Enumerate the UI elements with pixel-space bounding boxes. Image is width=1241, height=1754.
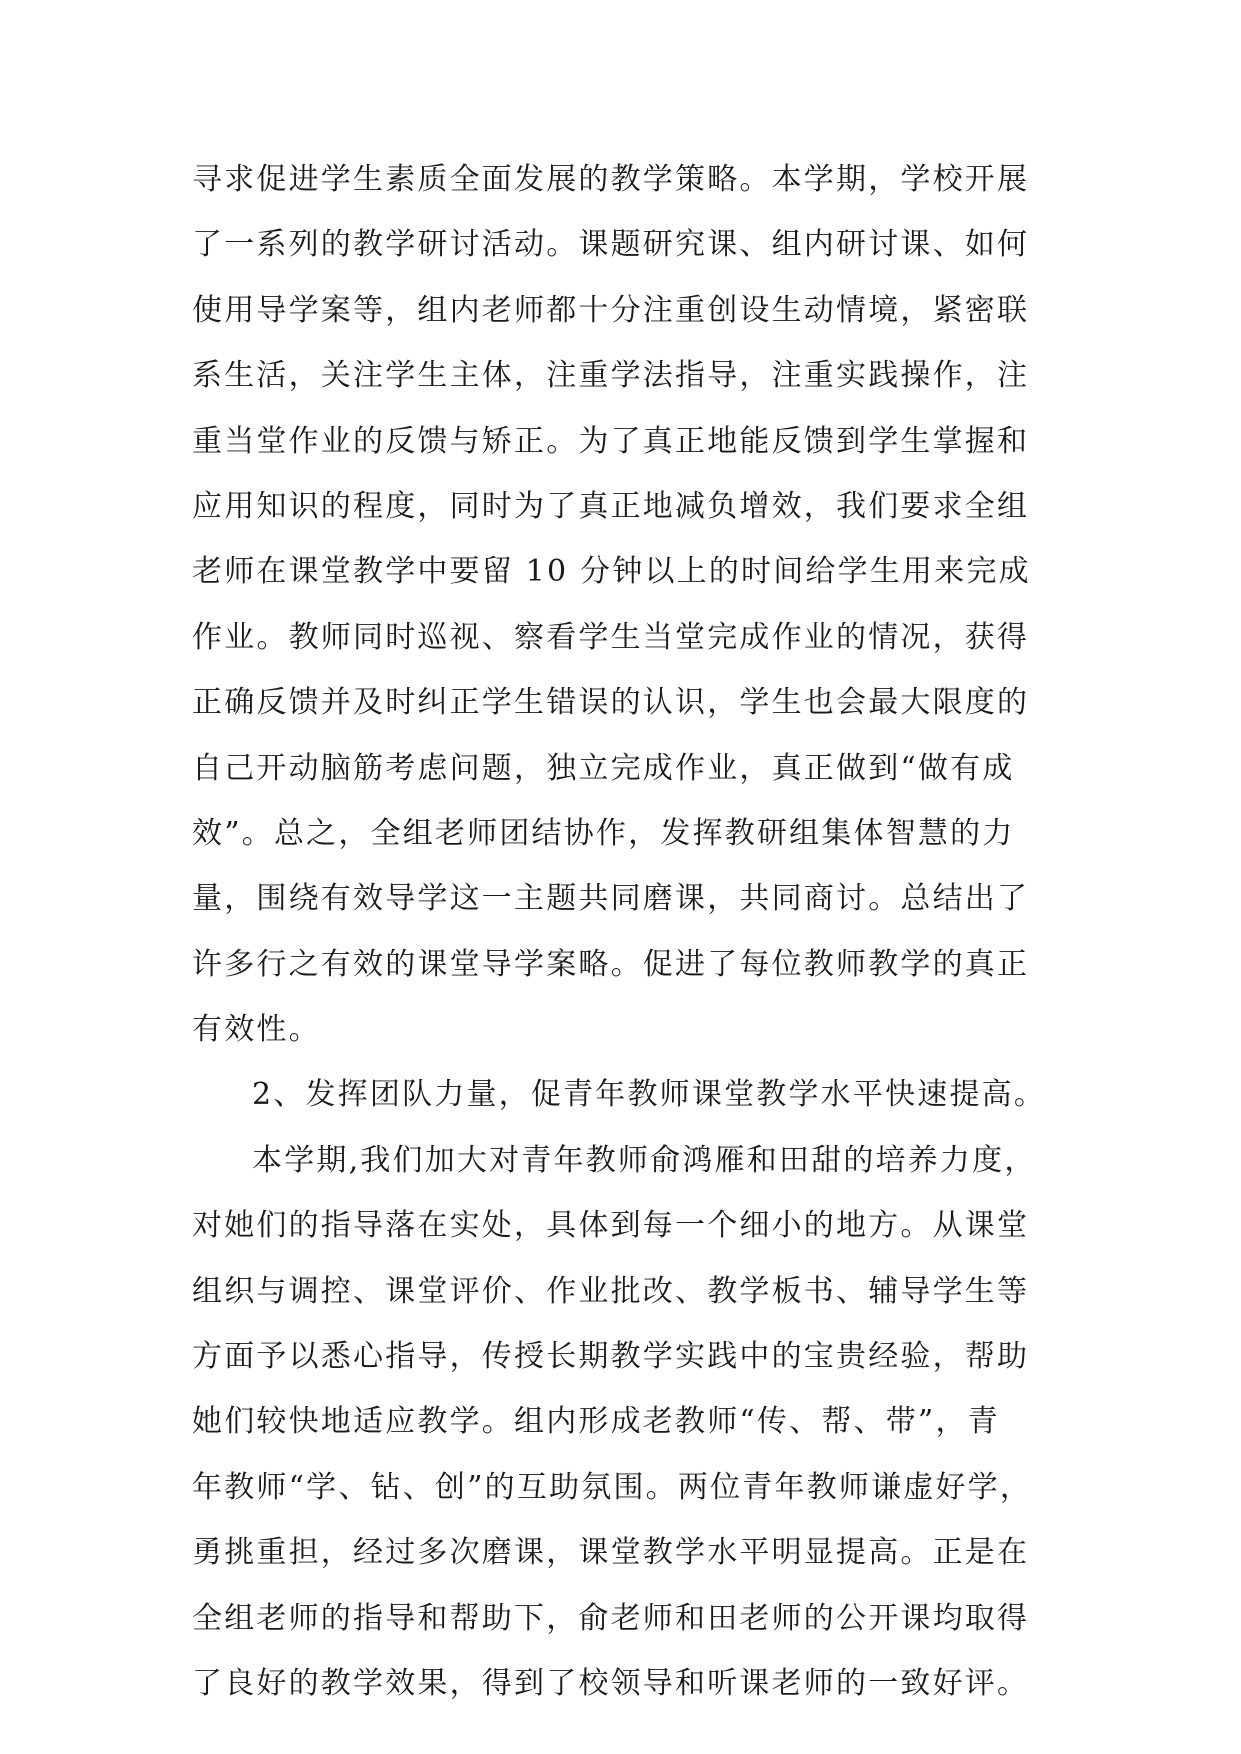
text-line: 了良好的教学效果，得到了校领导和听课老师的一致好评。 <box>192 1665 1030 1701</box>
text-line: 年教师“学、钻、创”的互助氛围。两位青年教师谦虚好学， <box>192 1469 1033 1505</box>
text-line: 正确反馈并及时纠正学生错误的认识，学生也会最大限度的 <box>192 685 1030 721</box>
text-line: 寻求促进学生素质全面发展的教学策略。本学期，学校开展 <box>192 162 1030 197</box>
text-line: 应用知识的程度，同时为了真正地减负增效，我们要求全组 <box>192 488 1030 524</box>
text-line: 作业。教师同时巡视、察看学生当堂完成作业的情况，获得 <box>192 619 1030 655</box>
paragraph-first-line: 本学期,我们加大对青年教师俞鸿雁和田甜的培养力度， <box>252 1142 1037 1178</box>
text-line: 量，围绕有效导学这一主题共同磨课，共同商讨。总结出了 <box>192 881 1030 917</box>
section-heading: 2、发挥团队力量，促青年教师课堂教学水平快速提高。 <box>252 1077 1047 1113</box>
text-line: 效”。总之，全组老师团结协作，发挥教研组集体智慧的力 <box>192 815 1015 851</box>
text-line: 许多行之有效的课堂导学案略。促进了每位教师教学的真正 <box>192 946 1030 982</box>
body-text <box>192 147 1072 1716</box>
text-line: 有效性。 <box>192 1012 321 1048</box>
text-line: 重当堂作业的反馈与矫正。为了真正地能反馈到学生掌握和 <box>192 423 1030 459</box>
text-line: 使用导学案等，组内老师都十分注重创设生动情境，紧密联 <box>192 292 1030 328</box>
text-line: 组织与调控、课堂评价、作业批改、教学板书、辅导学生等 <box>192 1273 1030 1309</box>
text-line: 自己开动脑筋考虑问题，独立完成作业，真正做到“做有成 <box>192 750 1015 786</box>
text-line: 她们较快地适应教学。组内形成老教师“传、帮、带”，青 <box>192 1404 1000 1440</box>
text-line: 全组老师的指导和帮助下，俞老师和田老师的公开课均取得 <box>192 1600 1030 1636</box>
text-line: 老师在课堂教学中要留 10 分钟以上的时间给学生用来完成 <box>192 554 1031 590</box>
text-line: 对她们的指导落在实处，具体到每一个细小的地方。从课堂 <box>192 1208 1030 1244</box>
text-line: 系生活，关注学生主体，注重学法指导，注重实践操作，注 <box>192 358 1030 394</box>
text-line: 勇挑重担，经过多次磨课，课堂教学水平明显提高。正是在 <box>192 1535 1030 1571</box>
text-line: 方面予以悉心指导，传授长期教学实践中的宝贵经验，帮助 <box>192 1339 1030 1375</box>
text-line: 了一系列的教学研讨活动。课题研究课、组内研讨课、如何 <box>192 227 1030 263</box>
